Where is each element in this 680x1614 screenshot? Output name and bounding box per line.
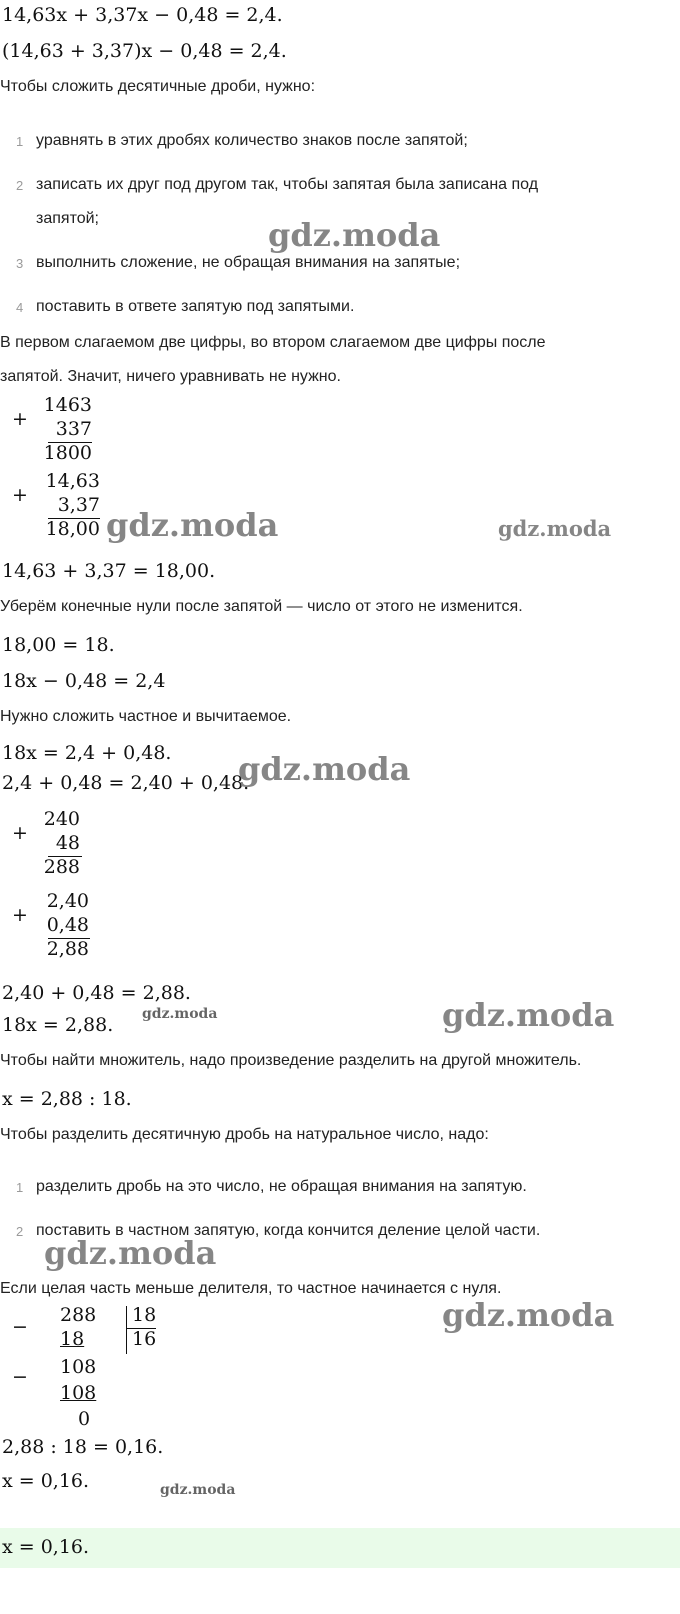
addend: 14,63 [45, 470, 100, 492]
sum: 1800 [43, 442, 92, 464]
equation-line: x = 2,88 : 18. [2, 1088, 132, 1110]
column-addition [0, 470, 120, 540]
equation-line: 18x = 2,88. [2, 1014, 114, 1036]
equation-line: 18x = 2,4 + 0,48. [2, 742, 172, 764]
watermark: gdz.moda [498, 516, 612, 541]
division-bar [126, 1306, 127, 1354]
addend: 48 [55, 832, 80, 854]
column-addition [0, 890, 120, 960]
text-line: Чтобы сложить десятичные дроби, нужно: [0, 78, 316, 95]
equation-line: 2,4 + 0,48 = 2,40 + 0,48. [2, 772, 250, 794]
minus-sign: − [12, 1316, 28, 1338]
watermark: gdz.moda [142, 1006, 218, 1022]
column-addition [0, 394, 120, 464]
text-line: Если целая часть меньше делителя, то частное начинается с нуля. [0, 1280, 502, 1297]
list-number: 4 [16, 300, 24, 315]
watermark: gdz.moda [238, 750, 411, 788]
sum: 288 [43, 856, 80, 878]
text-line: запятой. Значит, ничего уравнивать не нужно. [0, 368, 341, 385]
dividend: 288 [60, 1304, 97, 1326]
addend: 240 [43, 808, 80, 830]
plus-sign: + [12, 484, 28, 506]
equation-line: 2,40 + 0,48 = 2,88. [2, 982, 191, 1004]
sum: 18,00 [45, 518, 100, 540]
remainder-step: 108 [60, 1356, 97, 1378]
list-text: выполнить сложение, не обращая внимания на запятые; [36, 254, 461, 271]
list-text: записать их друг под другом так, чтобы запятая была записана под [36, 176, 539, 193]
list-number: 3 [16, 256, 24, 271]
watermark: gdz.moda [106, 506, 279, 544]
text-line: Нужно сложить частное и вычитаемое. [0, 708, 292, 725]
plus-sign: + [12, 904, 28, 926]
equation-line: 2,88 : 18 = 0,16. [2, 1436, 164, 1458]
watermark: gdz.moda [442, 996, 615, 1034]
text-line: Чтобы разделить десятичную дробь на натуральное число, надо: [0, 1126, 489, 1143]
subtrahend: 18 [60, 1328, 85, 1350]
addend: 2,40 [46, 890, 89, 912]
sum: 2,88 [46, 938, 89, 960]
subtrahend: 108 [60, 1382, 97, 1404]
list-text: уравнять в этих дробях количество знаков после запятой; [36, 132, 468, 149]
text-line: В первом слагаемом две цифры, во втором слагаемом две цифры после [0, 334, 546, 351]
watermark: gdz.moda [442, 1296, 615, 1334]
list-number: 1 [16, 1180, 24, 1195]
list-text: запятой; [36, 210, 99, 227]
addend: 1463 [43, 394, 92, 416]
remainder: 0 [78, 1408, 91, 1430]
equation-line: (14,63 + 3,37)x − 0,48 = 2,4. [2, 40, 287, 62]
text-line: Чтобы найти множитель, надо произведение разделить на другой множитель. [0, 1052, 582, 1069]
long-division [0, 1304, 200, 1430]
answer-line: x = 0,16. [2, 1536, 90, 1558]
equation-line: 18x − 0,48 = 2,4 [2, 670, 166, 692]
text-line: Уберём конечные нули после запятой — число от этого не изменится. [0, 598, 523, 615]
list-text: поставить в ответе запятую под запятыми. [36, 298, 355, 315]
plus-sign: + [12, 822, 28, 844]
watermark: gdz.moda [44, 1234, 217, 1272]
plus-sign: + [12, 408, 28, 430]
equation-line: 14,63x + 3,37x − 0,48 = 2,4. [2, 4, 283, 26]
watermark: gdz.moda [268, 216, 441, 254]
watermark: gdz.moda [160, 1482, 236, 1498]
column-addition [0, 808, 120, 878]
list-text: поставить в частном запятую, когда кончится деление целой части. [36, 1222, 541, 1239]
list-number: 2 [16, 178, 24, 193]
answer-highlight [0, 1528, 680, 1568]
addend: 337 [55, 418, 92, 440]
addend: 3,37 [57, 494, 100, 516]
list-number: 2 [16, 1224, 24, 1239]
list-number: 1 [16, 134, 24, 149]
equation-line: 18,00 = 18. [2, 634, 115, 656]
minus-sign: − [12, 1366, 28, 1388]
list-text: разделить дробь на это число, не обращая внимания на запятую. [36, 1178, 527, 1195]
equation-line: 14,63 + 3,37 = 18,00. [2, 560, 216, 582]
equation-line: x = 0,16. [2, 1470, 90, 1492]
addend: 0,48 [46, 914, 89, 936]
quotient: 16 [132, 1328, 157, 1350]
divisor: 18 [132, 1304, 157, 1326]
